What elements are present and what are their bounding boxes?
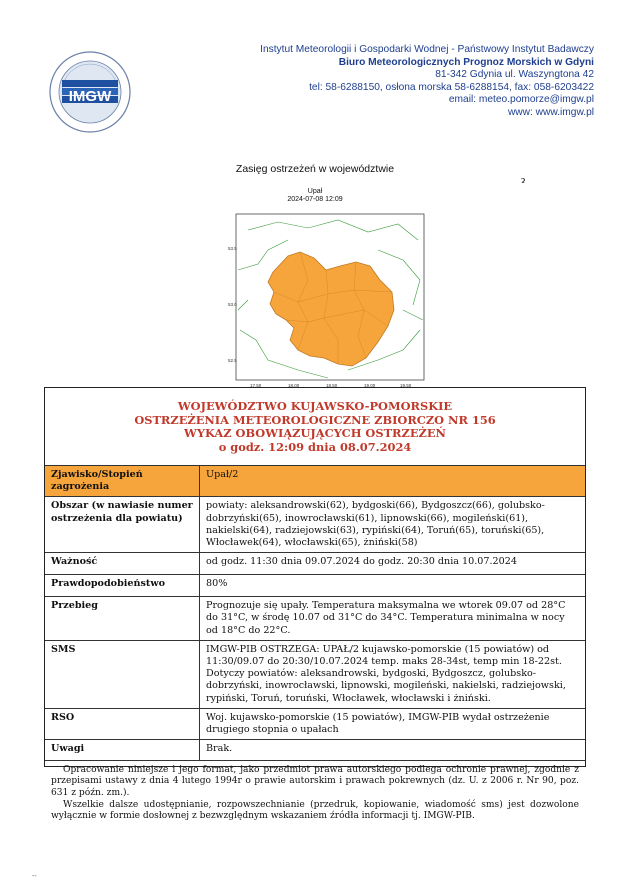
region-title: WOJEWÓDZTWO KUJAWSKO-POMORSKIE <box>177 399 453 413</box>
organization-name: Instytut Meteorologii i Gospodarki Wodnej - Państwowy Instytut Badawczy <box>260 44 594 55</box>
warning-document <box>44 387 586 822</box>
bureau-name: Biuro Meteorologicznych Prognoz Morskich w Gdyni <box>338 56 594 68</box>
row-value: 80% <box>200 575 586 597</box>
warning-map <box>228 210 428 390</box>
row-label: RSO <box>45 708 200 739</box>
document-heading <box>45 388 585 465</box>
map-phenomenon: Upał <box>307 188 323 195</box>
warning-table <box>45 465 585 760</box>
table-row <box>45 553 585 575</box>
row-label: Zjawisko/Stopień zagrożenia <box>45 466 200 497</box>
row-value: Upał/2 <box>200 466 586 497</box>
map-title <box>0 188 630 204</box>
logo-lettering: IMGW <box>68 88 112 105</box>
table-row <box>45 708 585 739</box>
table-row <box>45 597 585 641</box>
table-row <box>45 575 585 597</box>
row-value: Prognozuje się upały. Temperatura maksymalna we wtorek 09.07 od 28°C do 31°C, w środę 10.07 od 31°C do 34°C. Temperatura minimalna w nocy od 18°C do 22°C. <box>200 597 586 641</box>
bulletin-title: OSTRZEŻENIA METEOROLOGICZNE ZBIORCZO NR 156 <box>134 412 496 427</box>
copyright-paragraph: Opracowanie niniejsze i jego format, jako przedmiot prawa autorskiego podlega ochronie prawnej, zgodnie z przepisami ustawy z dnia 4 lutego 1994r o prawie autorskim i prawach pokrewnych (dz. U. z 2006 r. Nr 90, poz. 631 z późn. zm.). <box>51 764 579 798</box>
bulletin-time: o godz. 12:09 dnia 08.07.2024 <box>218 439 412 454</box>
bulletin-subtitle: WYKAZ OBOWIĄZUJĄCYCH OSTRZEŻEŃ <box>184 426 446 440</box>
table-row <box>45 640 585 708</box>
table-row <box>45 497 585 553</box>
row-value: Woj. kujawsko-pomorskie (15 powiatów), IMGW-PIB wydał ostrzeżenie drugiego stopnia o upałach <box>200 708 586 739</box>
address: 81-342 Gdynia ul. Waszyngtona 42 <box>435 69 594 81</box>
lat-label: 53.5 <box>228 246 237 251</box>
institute-header <box>214 44 594 120</box>
lat-label: 52.5 <box>228 358 237 363</box>
lon-label: 19.50 <box>400 383 412 388</box>
row-label: Obszar (w nawiasie numer ostrzeżenia dla powiatu) <box>45 497 200 553</box>
row-label: Ważność <box>45 553 200 575</box>
imgw-logo <box>48 50 132 134</box>
table-row <box>45 466 585 497</box>
lon-label: 19.00 <box>364 383 376 388</box>
copyright-notice <box>45 760 585 827</box>
map-caption: Zasięg ostrzeżeń w województwie <box>235 163 395 175</box>
lon-label: 17.50 <box>250 383 262 388</box>
scan-mark: -- <box>32 872 37 880</box>
row-value: powiaty: aleksandrowski(62), bydgoski(66), Bydgoszcz(66), golubsko-dobrzyński(65), inowrocławski(61), lipnowski(66), mogileński(61), nakielski(64), radziejowski(63), rypiński(64), Toruń(65), toruński(65), Włocławek(64), włocławski(65), żniński(58) <box>200 497 586 553</box>
lon-label: 18.00 <box>288 383 300 388</box>
distribution-paragraph: Wszelkie dalsze udostępnianie, rozpowszechnianie (przedruk, kopiowanie, wiadomość sms) jest dozwolone wyłącznie w formie dosłownej z bezwzględnym wskazaniem źródła informacji tj. IMGW-PIB. <box>51 799 579 822</box>
lon-label: 18.50 <box>326 383 338 388</box>
row-label: Przebieg <box>45 597 200 641</box>
email: email: meteo.pomorze@imgw.pl <box>448 94 594 106</box>
row-value: Brak. <box>200 740 586 760</box>
website: www: www.imgw.pl <box>507 106 594 118</box>
row-label: SMS <box>45 640 200 708</box>
map-datetime: 2024-07-08 12:09 <box>287 196 343 203</box>
table-row <box>45 740 585 760</box>
lat-label: 53.0 <box>228 302 237 307</box>
phone: tel: 58-6288150, osłona morska 58-6288154, fax: 058-6203422 <box>309 81 594 93</box>
row-label: Uwagi <box>45 740 200 760</box>
row-value: IMGW-PIB OSTRZEGA: UPAŁ/2 kujawsko-pomorskie (15 powiatów) od 11:30/09.07 do 20:30/10.07.2024 temp. maks 28-34st, temp min 18-22st. Dotyczy powiatów: aleksandrowski, bydgoski, Bydgoszcz, golubsko-dobrzyński, inowrocławski, lipnowski, mogileński, nakielski, radziejowski, rypiński, Toruń, toruński, Włocławek, włocławski i żniński. <box>200 640 586 708</box>
stray-mark: ɂ <box>521 176 526 186</box>
row-label: Prawdopodobieństwo <box>45 575 200 597</box>
row-value: od godz. 11:30 dnia 09.07.2024 do godz. 20:30 dnia 10.07.2024 <box>200 553 586 575</box>
